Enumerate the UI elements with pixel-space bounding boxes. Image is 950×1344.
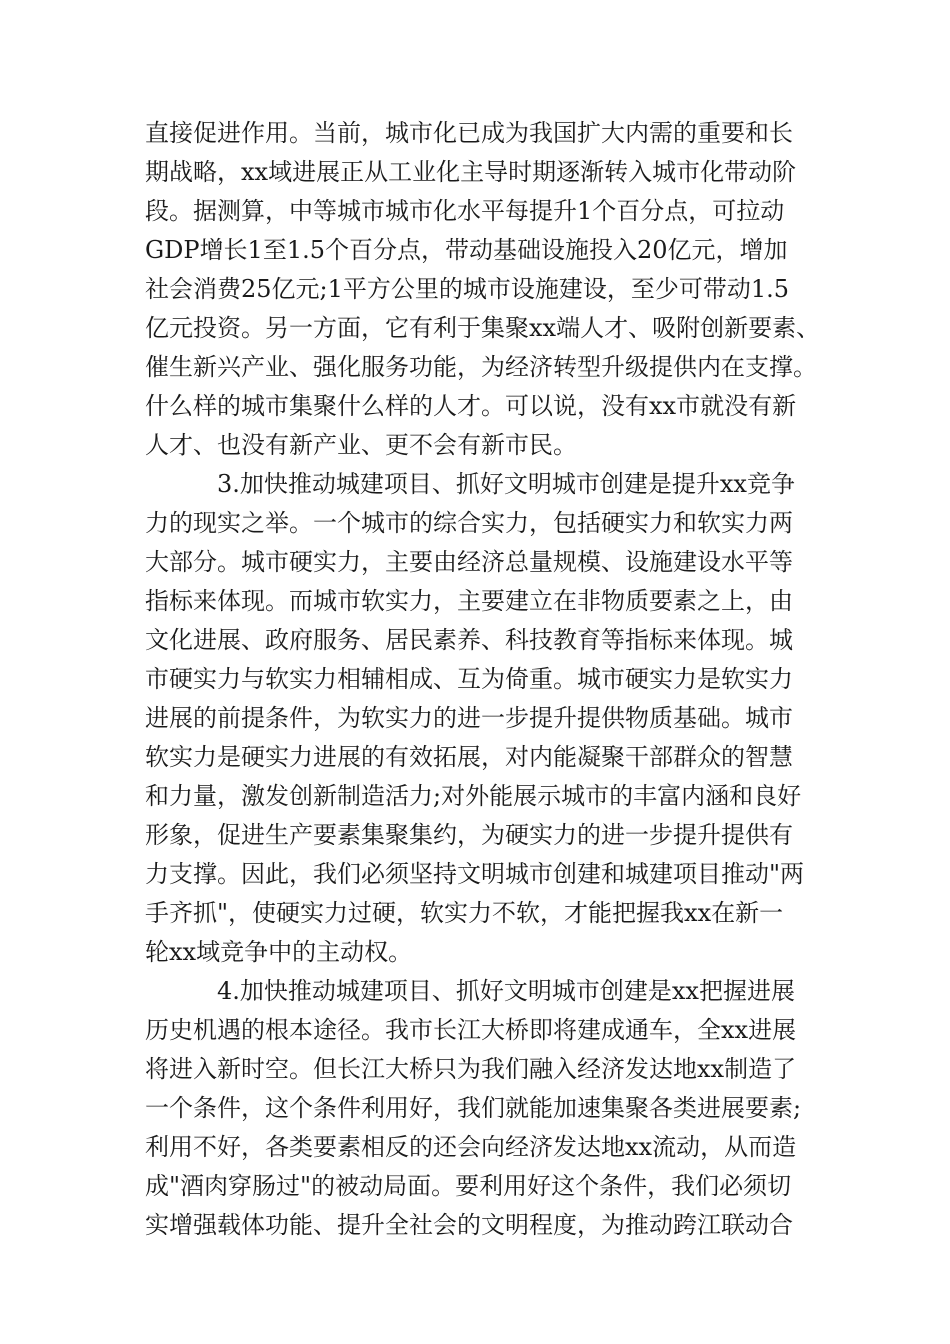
text-line: 段。据测算，中等城市城市化水平每提升1个百分点，可拉动 (145, 197, 785, 225)
text-line: 轮xx域竞争中的主动权。 (145, 938, 413, 966)
paragraph-first-line: 3.加快推动城建项目、抓好文明城市创建是提升xx竞争 (217, 470, 795, 498)
text-line: 力支撑。因此，我们必须坚持文明城市创建和城建项目推动"两 (145, 860, 805, 888)
text-line: 将进入新时空。但长江大桥只为我们融入经济发达地xx制造了 (145, 1055, 797, 1083)
text-line: 和力量，激发创新制造活力;对外能展示城市的丰富内涵和良好 (145, 782, 802, 810)
text-line: 指标来体现。而城市软实力，主要建立在非物质要素之上，由 (145, 587, 793, 615)
text-line: 利用不好，各类要素相反的还会向经济发达地xx流动，从而造 (145, 1133, 797, 1161)
text-line: 一个条件，这个条件利用好，我们就能加速集聚各类进展要素; (145, 1094, 802, 1122)
text-line: 实增强载体功能、提升全社会的文明程度，为推动跨江联动合 (145, 1211, 793, 1239)
paragraph-first-line: 4.加快推动城建项目、抓好文明城市创建是xx把握进展 (217, 977, 795, 1005)
text-line: 形象，促进生产要素集聚集约，为硬实力的进一步提升提供有 (145, 821, 793, 849)
text-line: 成"酒肉穿肠过"的被动局面。要利用好这个条件，我们必须切 (145, 1172, 792, 1200)
text-line: 力的现实之举。一个城市的综合实力，包括硬实力和软实力两 (145, 509, 793, 537)
text-line: 文化进展、政府服务、居民素养、科技教育等指标来体现。城 (145, 626, 793, 654)
text-line: 大部分。城市硬实力，主要由经济总量规模、设施建设水平等 (145, 548, 793, 576)
text-line: 期战略，xx域进展正从工业化主导时期逐渐转入城市化带动阶 (145, 158, 797, 186)
text-line: 催生新兴产业、强化服务功能，为经济转型升级提供内在支撑。 (145, 353, 817, 381)
text-line: 市硬实力与软实力相辅相成、互为倚重。城市硬实力是软实力 (145, 665, 793, 693)
text-line: 社会消费25亿元;1平方公里的城市设施建设，至少可带动1.5 (145, 275, 790, 303)
text-line: 亿元投资。另一方面，它有利于集聚xx端人才、吸附创新要素、 (145, 314, 821, 342)
text-line: GDP增长1至1.5个百分点，带动基础设施投入20亿元，增加 (145, 236, 788, 264)
text-line: 进展的前提条件，为软实力的进一步提升提供物质基础。城市 (145, 704, 793, 732)
text-line: 历史机遇的根本途径。我市长江大桥即将建成通车，全xx进展 (145, 1016, 797, 1044)
text-line: 软实力是硬实力进展的有效拓展，对内能凝聚干部群众的智慧 (145, 743, 793, 771)
text-line: 人才、也没有新产业、更不会有新市民。 (145, 431, 577, 459)
text-line: 手齐抓"，使硬实力过硬，软实力不软，才能把握我xx在新一 (145, 899, 784, 927)
text-line: 什么样的城市集聚什么样的人才。可以说，没有xx市就没有新 (145, 392, 797, 420)
text-line: 直接促进作用。当前，城市化已成为我国扩大内需的重要和长 (145, 119, 793, 147)
